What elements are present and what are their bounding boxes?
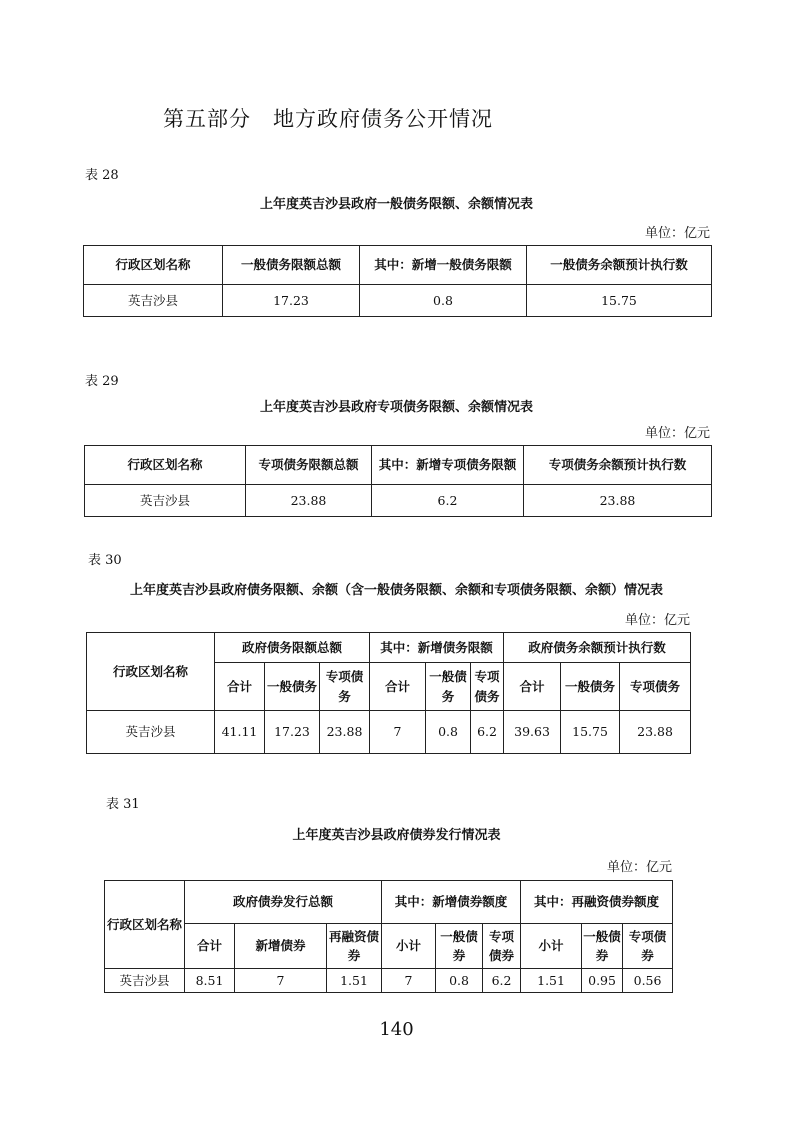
table-header-cell: 专项债务余额预计执行数 (524, 446, 712, 485)
table-cell: 23.88 (620, 711, 691, 754)
table-cell: 6.2 (372, 485, 524, 517)
section-heading: 第五部分 地方政府债务公开情况 (163, 107, 493, 131)
table-subheader-cell: 合计 (215, 663, 265, 711)
table-28-label: 表 28 (85, 168, 119, 183)
table-subheader-cell: 专项债券 (623, 924, 673, 969)
table-group-header: 政府债券发行总额 (185, 881, 382, 924)
table-31-unit: 单位：亿元 (606, 860, 672, 875)
table-subheader-cell: 专项债务 (620, 663, 691, 711)
table-31-title: 上年度英吉沙县政府债券发行情况表 (292, 828, 501, 843)
table-subheader-cell: 小计 (521, 924, 582, 969)
table-subheader-cell: 再融资债券 (327, 924, 382, 969)
table-header-cell: 行政区划名称 (85, 446, 246, 485)
table-subheader-cell: 一般债务 (426, 663, 471, 711)
table-cell: 0.8 (360, 285, 527, 317)
table-cell: 41.11 (215, 711, 265, 754)
table-cell: 15.75 (561, 711, 620, 754)
table-29 (84, 445, 712, 517)
table-cell: 1.51 (521, 969, 582, 993)
table-subheader-cell: 专项债务 (320, 663, 370, 711)
table-group-header: 其中：再融资债券额度 (521, 881, 673, 924)
table-30 (86, 632, 691, 754)
table-subheader-cell: 一般债务 (265, 663, 320, 711)
table-group-header: 其中：新增债务限额 (370, 633, 504, 663)
table-cell: 6.2 (483, 969, 521, 993)
table-subheader-cell: 一般债券 (582, 924, 623, 969)
table-cell: 英吉沙县 (105, 969, 185, 993)
table-cell: 英吉沙县 (87, 711, 215, 754)
table-group-header: 政府债务限额总额 (215, 633, 370, 663)
table-cell: 23.88 (246, 485, 372, 517)
table-cell: 0.95 (582, 969, 623, 993)
table-row (84, 285, 712, 317)
table-cell: 15.75 (527, 285, 712, 317)
table-29-unit: 单位：亿元 (644, 426, 710, 441)
table-header-cell: 专项债务限额总额 (246, 446, 372, 485)
table-29-label: 表 29 (85, 374, 119, 389)
table-subheader-cell: 小计 (382, 924, 436, 969)
table-subheader-cell: 合计 (185, 924, 235, 969)
table-cell: 17.23 (265, 711, 320, 754)
table-cell: 0.8 (436, 969, 483, 993)
table-cell: 6.2 (471, 711, 504, 754)
table-subheader-cell: 专项债券 (483, 924, 521, 969)
table-header-cell: 其中：新增一般债务限额 (360, 246, 527, 285)
table-header-cell: 行政区划名称 (87, 633, 215, 711)
table-cell: 英吉沙县 (85, 485, 246, 517)
table-cell: 7 (370, 711, 426, 754)
table-header-cell: 行政区划名称 (105, 881, 185, 969)
table-group-header: 其中：新增债券额度 (382, 881, 521, 924)
table-31-label: 表 31 (106, 797, 140, 812)
table-subheader-cell: 合计 (370, 663, 426, 711)
table-row (105, 969, 673, 993)
table-header-cell: 行政区划名称 (84, 246, 223, 285)
table-cell: 7 (235, 969, 327, 993)
table-subheader-cell: 新增债券 (235, 924, 327, 969)
table-28 (83, 245, 712, 317)
table-29-title: 上年度英吉沙县政府专项债务限额、余额情况表 (259, 400, 533, 415)
table-cell: 0.8 (426, 711, 471, 754)
table-subheader-cell: 专项债务 (471, 663, 504, 711)
table-header-cell: 其中：新增专项债务限额 (372, 446, 524, 485)
table-28-unit: 单位：亿元 (644, 226, 710, 241)
table-subheader-cell: 合计 (504, 663, 561, 711)
table-row (85, 485, 712, 517)
table-cell: 39.63 (504, 711, 561, 754)
table-cell: 0.56 (623, 969, 673, 993)
table-header-cell: 一般债务余额预计执行数 (527, 246, 712, 285)
table-cell: 英吉沙县 (84, 285, 223, 317)
table-28-title: 上年度英吉沙县政府一般债务限额、余额情况表 (259, 197, 533, 212)
table-cell: 23.88 (320, 711, 370, 754)
table-header-cell: 一般债务限额总额 (223, 246, 360, 285)
table-cell: 1.51 (327, 969, 382, 993)
page-number: 140 (379, 1019, 414, 1040)
table-cell: 23.88 (524, 485, 712, 517)
table-30-label: 表 30 (88, 553, 122, 568)
table-subheader-cell: 一般债务 (561, 663, 620, 711)
table-cell: 7 (382, 969, 436, 993)
table-31 (104, 880, 673, 993)
table-30-title: 上年度英吉沙县政府债务限额、余额（含一般债务限额、余额和专项债务限额、余额）情况表 (129, 583, 663, 598)
table-group-header: 政府债务余额预计执行数 (504, 633, 691, 663)
table-30-unit: 单位：亿元 (624, 613, 690, 628)
table-row (87, 711, 691, 754)
table-subheader-cell: 一般债券 (436, 924, 483, 969)
table-cell: 8.51 (185, 969, 235, 993)
table-cell: 17.23 (223, 285, 360, 317)
